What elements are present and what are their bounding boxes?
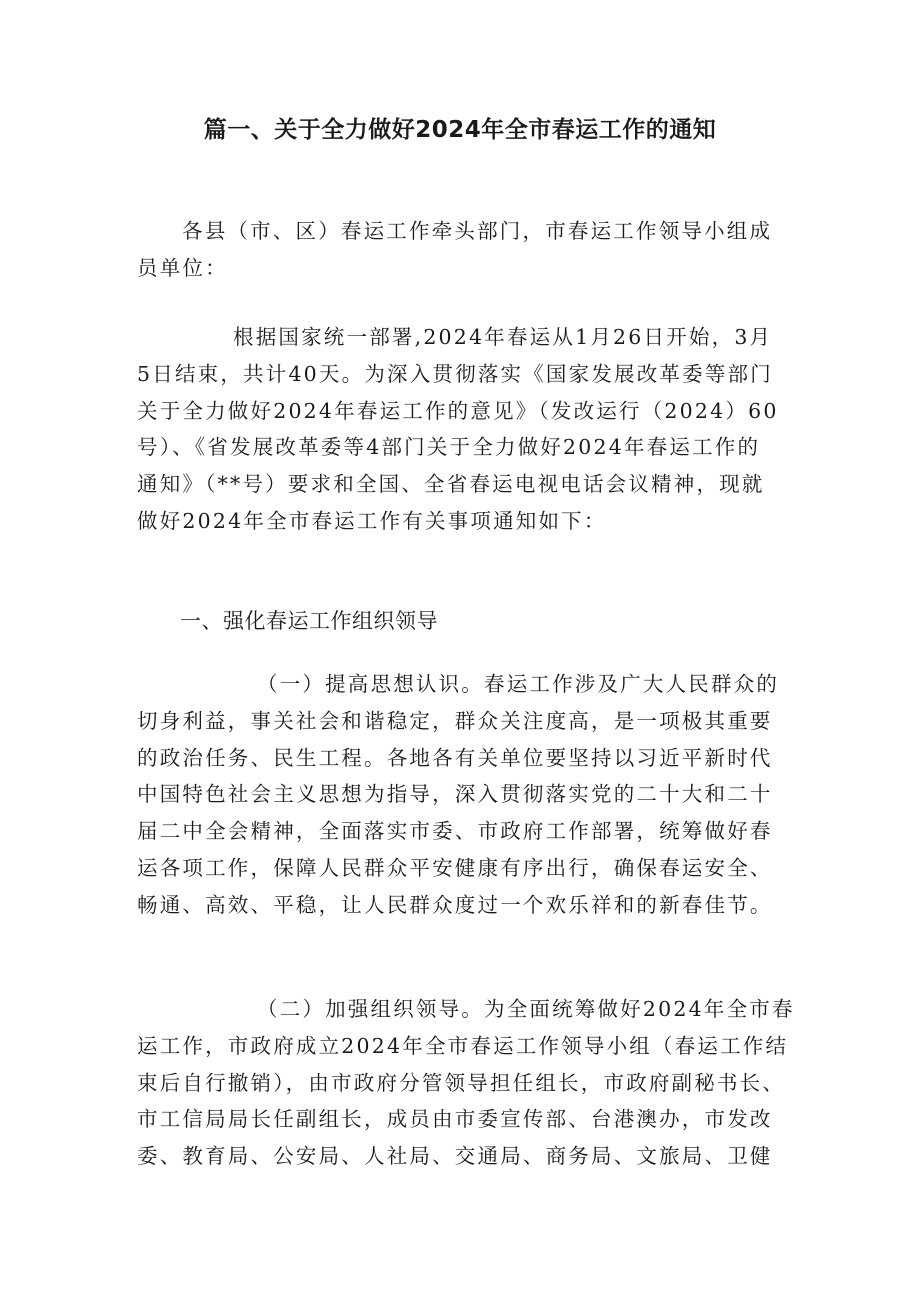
document-title: 篇一、关于全力做好2024年全市春运工作的通知 xyxy=(203,117,717,143)
salutation-line: 员单位： xyxy=(137,255,228,280)
item-1-paragraph xyxy=(137,666,792,924)
paragraph-line: 通知》（**号）要求和全国、全省春运电视电话会议精神，现就 xyxy=(137,472,765,497)
paragraph-line: 5日结束，共计40天。为深入贯彻落实《国家发展改革委等部门 xyxy=(137,361,773,386)
paragraph-line: （二）加强组织领导。为全面统筹做好2024年全市春 xyxy=(257,997,795,1021)
paragraph-line: 做好2024年全市春运工作有关事项通知如下： xyxy=(137,508,607,533)
paragraph-line: 的政治任务、民生工程。各地各有关单位要坚持以习近平新时代 xyxy=(137,745,773,770)
paragraph-line: 号）、《省发展改革委等4部门关于全力做好2024年春运工作的 xyxy=(137,435,761,460)
paragraph-line: 运工作，市政府成立2024年全市春运工作领导小组（春运工作结 xyxy=(137,1033,789,1058)
section-heading: 一、强化春运工作组织领导 xyxy=(180,609,438,633)
paragraph-line: 关于全力做好2024年春运工作的意见》（发改运行（2024）60 xyxy=(137,398,779,423)
paragraph-line: （一）提高思想认识。春运工作涉及广大人民群众的 xyxy=(257,672,780,696)
salutation-line: 各县（市、区）春运工作牵头部门，市春运工作领导小组成 xyxy=(182,219,773,243)
item-2-paragraph xyxy=(137,991,795,1175)
paragraph-line: 切身利益，事关社会和谐稳定，群众关注度高，是一项极其重要 xyxy=(137,708,773,733)
paragraph-line: 中国特色社会主义思想为指导，深入贯彻落实党的二十大和二十 xyxy=(137,782,773,807)
paragraph-line: 根据国家统一部署,2024年春运从1月26日开始，3月 xyxy=(233,325,773,349)
paragraph-line: 市工信局局长任副组长，成员由市委宣传部、台港澳办，市发改 xyxy=(137,1107,773,1132)
paragraph-line: 届二中全会精神，全面落实市委、市政府工作部署，统筹做好春 xyxy=(137,819,773,844)
paragraph-line: 束后自行撤销），由市政府分管领导担任组长，市政府副秘书长、 xyxy=(137,1070,786,1095)
paragraph-line: 运各项工作，保障人民群众平安健康有序出行，确保春运安全、 xyxy=(137,855,773,880)
paragraph-line: 委、教育局、公安局、人社局、交通局、商务局、文旅局、卫健 xyxy=(137,1144,773,1169)
intro-paragraph xyxy=(137,319,792,540)
salutation xyxy=(137,213,792,287)
paragraph-line: 畅通、高效、平稳，让人民群众度过一个欢乐祥和的新春佳节。 xyxy=(137,892,773,917)
